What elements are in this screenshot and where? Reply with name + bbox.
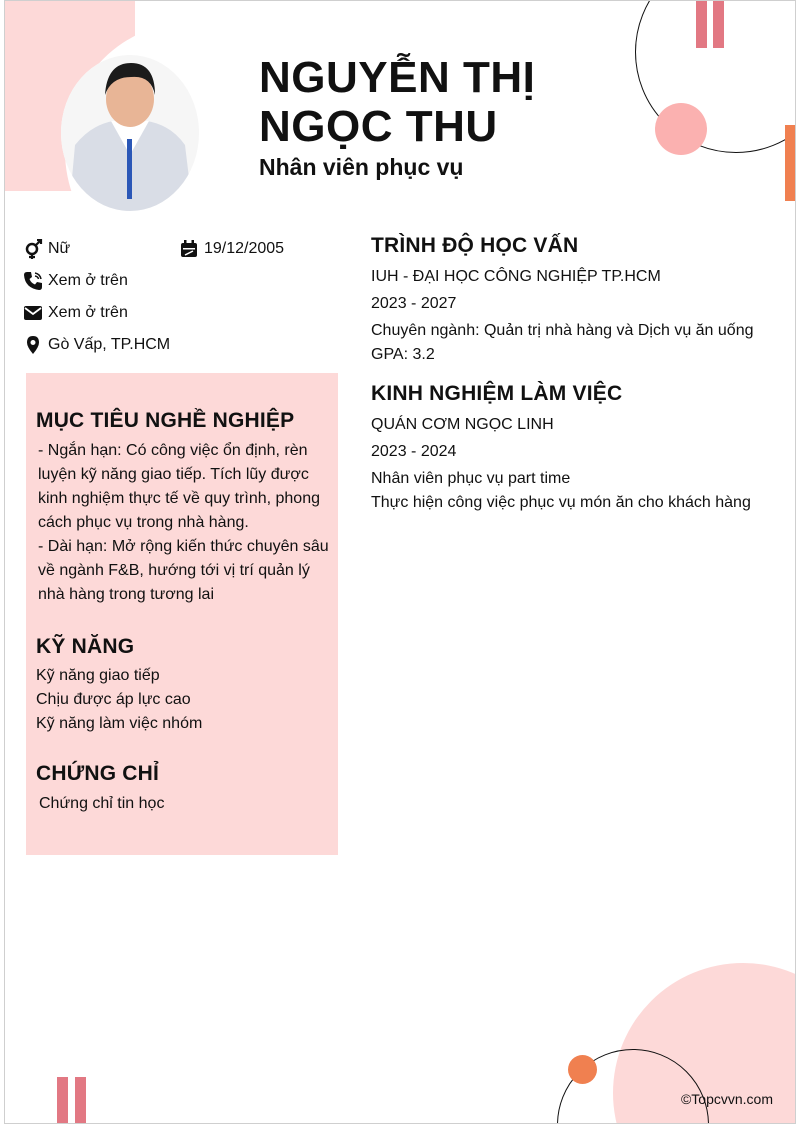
experience-title: KINH NGHIỆM LÀM VIỆC [371, 382, 623, 405]
skill-item: Chịu được áp lực cao [36, 691, 191, 708]
contact-email [23, 303, 128, 323]
skill-item: Kỹ năng làm việc nhóm [36, 715, 203, 732]
education-major: Chuyên ngành: Quản trị nhà hàng và Dịch vụ ăn uống [371, 322, 754, 339]
objective-line: cách phục vụ trong nhà hàng. [38, 514, 249, 531]
objective-title: MỤC TIÊU NGHỀ NGHIỆP [36, 409, 295, 432]
decor-bar-bottom-2 [75, 1077, 86, 1124]
skills-title: KỸ NĂNG [36, 635, 135, 658]
footer-credit: ©Topcvvn.com [680, 1091, 773, 1107]
objective-line: - Dài hạn: Mở rộng kiến thức chuyên sâu [38, 538, 329, 555]
education-period: 2023 - 2027 [371, 295, 457, 312]
decor-bar-1 [696, 1, 707, 48]
email-icon [23, 303, 43, 323]
certificates-title: CHỨNG CHỈ [36, 762, 160, 785]
gender-icon [23, 239, 43, 259]
phone-icon [23, 271, 43, 291]
full-name [259, 53, 535, 151]
experience-position: Nhân viên phục vụ part time [371, 470, 571, 487]
address-value: Gò Vấp, TP.HCM [48, 336, 171, 353]
contact-phone [23, 271, 128, 291]
decor-dot-orange [568, 1055, 597, 1084]
avatar [61, 55, 199, 211]
contact-gender [23, 239, 70, 259]
experience-company: QUÁN CƠM NGỌC LINH [371, 416, 554, 433]
education-gpa: GPA: 3.2 [371, 346, 435, 363]
calendar-icon [179, 239, 199, 259]
skills-list [36, 664, 202, 736]
objective-line: về ngành F&B, hướng tới vị trí quản lý [38, 562, 310, 579]
resume-page [4, 0, 796, 1124]
gender-value: Nữ [48, 240, 71, 257]
education-school: IUH - ĐẠI HỌC CÔNG NGHIỆP TP.HCM [371, 268, 661, 285]
decor-orange-strip [785, 125, 796, 201]
birthdate-value: 19/12/2005 [204, 240, 285, 257]
experience-description: Thực hiện công việc phục vụ món ăn cho khách hàng [371, 494, 751, 511]
education-title: TRÌNH ĐỘ HỌC VẤN [371, 234, 579, 257]
name-line-2: NGỌC THU [259, 102, 498, 151]
experience-period: 2023 - 2024 [371, 443, 457, 460]
objective-text [38, 439, 338, 607]
certificates-list [39, 792, 164, 816]
objective-line: - Ngắn hạn: Có công việc ổn định, rèn [38, 442, 308, 459]
decor-bar-bottom-1 [57, 1077, 68, 1124]
email-value: Xem ở trên [48, 304, 128, 321]
skill-item: Kỹ năng giao tiếp [36, 667, 160, 684]
contact-birthdate [179, 239, 284, 259]
phone-value: Xem ở trên [48, 272, 128, 289]
objective-line: luyện kỹ năng giao tiếp. Tích lũy được [38, 466, 309, 483]
name-line-1: NGUYỄN THỊ [259, 53, 536, 102]
contact-address [23, 335, 170, 355]
decor-dot-salmon [655, 103, 707, 155]
objective-line: kinh nghiệm thực tế về quy trình, phong [38, 490, 320, 507]
certificate-item: Chứng chỉ tin học [39, 795, 165, 812]
objective-line: nhà hàng trong tương lai [38, 586, 214, 603]
job-title: Nhân viên phục vụ [259, 154, 464, 180]
decor-bar-2 [713, 1, 724, 48]
location-icon [23, 335, 43, 355]
